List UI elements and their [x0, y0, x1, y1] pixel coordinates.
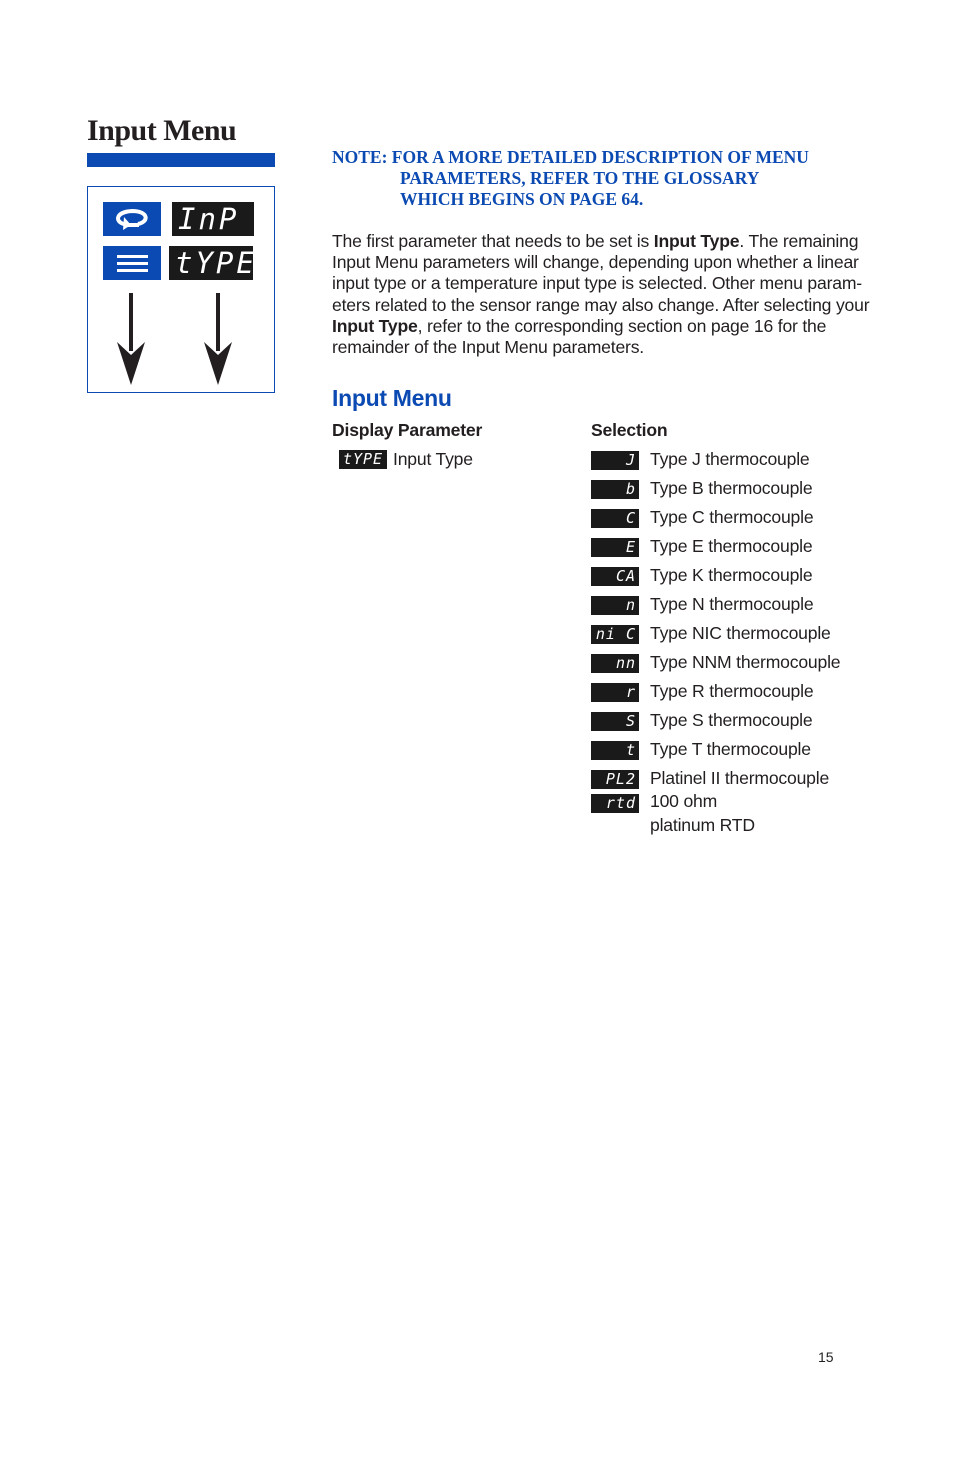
note-line: NOTE: FOR A MORE DETAILED DESCRIPTION OF MENU	[332, 147, 809, 167]
selection-label	[650, 789, 755, 837]
selection-label: Platinel II thermocouple	[650, 768, 830, 788]
list-item	[591, 565, 840, 594]
text-run-bold: Input Type	[653, 231, 740, 251]
selection-label: Type K thermocouple	[650, 565, 813, 585]
display-top-lcd: InP	[172, 202, 254, 236]
selection-display: rtd	[591, 794, 639, 813]
selection-list	[591, 449, 840, 837]
text-run: The first parameter that needs to be set is	[332, 231, 654, 251]
selection-display: S	[591, 712, 639, 731]
list-item	[591, 792, 840, 837]
selection-display: C	[591, 509, 639, 528]
selection-display: PL2	[591, 770, 639, 789]
text-run: . The remaining Input Menu parameters will change, depending upon whether a linear input type or a temperature input type is selected. Other menu param-eters related to the sensor range may also change. After selecting your	[332, 231, 870, 315]
list-item	[591, 449, 840, 478]
page-title: Input Menu	[87, 114, 237, 147]
selection-display: E	[591, 538, 639, 557]
selection-label: Type B thermocouple	[650, 478, 813, 498]
selection-display: J	[591, 451, 639, 470]
column-header-selection: Selection	[591, 420, 668, 440]
list-item	[591, 739, 840, 768]
list-item	[591, 536, 840, 565]
advance-key	[103, 202, 161, 236]
list-item	[591, 710, 840, 739]
parameter-label: Input Type	[393, 449, 473, 469]
down-arrows	[88, 292, 274, 392]
menu-icon	[103, 246, 161, 280]
note-line: WHICH BEGINS ON PAGE 64.	[400, 189, 644, 209]
selection-label-line: 100 ohm	[650, 791, 718, 811]
selection-label: Type T thermocouple	[650, 739, 811, 759]
selection-label: Type E thermocouple	[650, 536, 813, 556]
selection-label: Type J thermocouple	[650, 449, 810, 469]
selection-label: Type C thermocouple	[650, 507, 814, 527]
list-item	[591, 623, 840, 652]
list-item	[591, 681, 840, 710]
note-text	[332, 147, 892, 210]
selection-display: nn	[591, 654, 639, 673]
selection-display: t	[591, 741, 639, 760]
list-item	[591, 594, 840, 623]
list-item	[591, 478, 840, 507]
title-rule	[87, 153, 275, 167]
selection-display: b	[591, 480, 639, 499]
display-bottom-lcd: tYPE	[169, 246, 253, 280]
selection-label: Type NIC thermocouple	[650, 623, 831, 643]
section-heading: Input Menu	[332, 385, 452, 411]
menu-navigation-diagram	[87, 186, 275, 393]
list-item	[591, 507, 840, 536]
selection-display: CA	[591, 567, 639, 586]
selection-label: Type S thermocouple	[650, 710, 813, 730]
down-arrow-icon	[204, 293, 232, 385]
intro-paragraph	[332, 231, 872, 358]
selection-label: Type N thermocouple	[650, 594, 814, 614]
text-run-bold: Input Type	[332, 315, 418, 336]
column-header-display-parameter: Display Parameter	[332, 420, 483, 440]
parameter-display: tYPE	[339, 450, 387, 469]
selection-label: Type R thermocouple	[650, 681, 814, 701]
selection-display: r	[591, 683, 639, 702]
down-arrow-icon	[117, 293, 145, 385]
selection-display: n	[591, 596, 639, 615]
selection-label: Type NNM thermocouple	[650, 652, 841, 672]
advance-icon	[103, 202, 161, 236]
parameter-row	[339, 449, 473, 470]
note-line: PARAMETERS, REFER TO THE GLOSSARY	[400, 168, 760, 188]
menu-key	[103, 246, 161, 280]
page-number: 15	[818, 1349, 834, 1365]
selection-display: ni C	[591, 625, 639, 644]
selection-label-line: platinum RTD	[650, 815, 755, 835]
text-run: , refer to the corresponding section on page 16 for the remainder of the Input Menu parameters.	[332, 315, 827, 358]
list-item	[591, 652, 840, 681]
